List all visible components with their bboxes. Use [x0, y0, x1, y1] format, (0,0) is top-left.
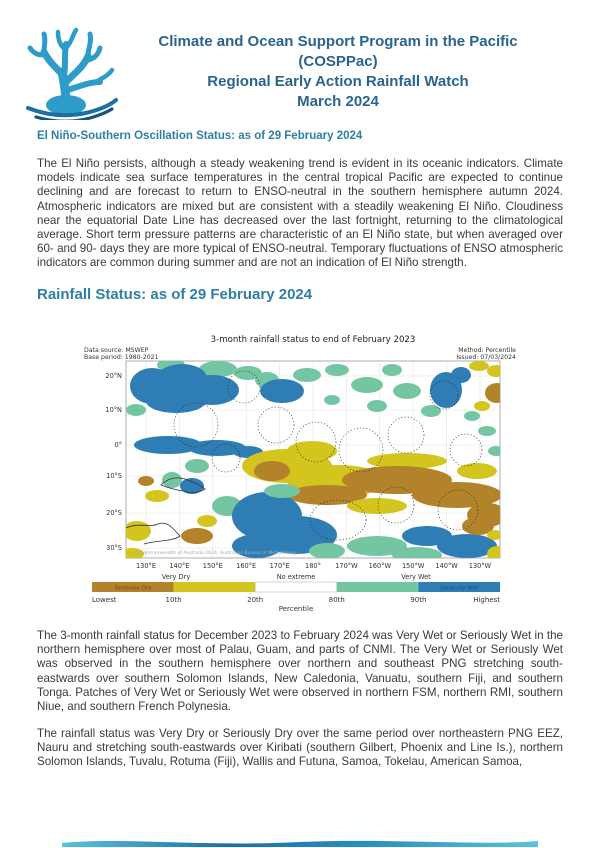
map-watermark: © Commonwealth of Australia 2024, Australian Bureau of Meteorology — [134, 551, 297, 556]
title-line-2: (COSPPac) — [298, 53, 378, 70]
lon-tick: 160°W — [368, 562, 392, 570]
legend-no-extreme-swatch — [255, 582, 337, 592]
map-method: Method: Percentile — [458, 347, 516, 354]
report-title — [112, 32, 564, 112]
title-line-3: Regional Early Action Rainfall Watch — [207, 73, 469, 90]
legend-tick-highest: Highest — [473, 596, 500, 604]
lat-tick: 30°S — [106, 544, 122, 552]
legend-no-extreme-label: No extreme — [276, 573, 316, 581]
enso-status-paragraph: The El Niño persists, although a steady weakening trend is evident in its oceanic indicators. Climate models indicate sea surface temperatures in the central tropical Pacific are expected to continue declining and are forecast to return to ENSO-neutral in the southern hemisphere autumn 2024. Atmospheric indicators are mixed but are consistent with a steadily weakening El Niño. Cloudiness near the equatorial Date Line has decreased over the last fortnight, returning to the climatological average. Short term pressure patterns are characteristic of an El Niño state, but when averaged over 60- and 90- days they are more typical of ENSO-neutral. Temporary fluctuations of ENSO atmospheric indicators are common during summer and are not an indication of El Niño strength. — [37, 157, 563, 270]
rainfall-status-map-figure — [76, 330, 524, 620]
legend-very-dry-swatch — [174, 582, 256, 592]
lon-tick: 150°E — [202, 562, 223, 570]
lon-tick: 170°W — [335, 562, 358, 570]
legend-tick-80th: 80th — [328, 596, 345, 604]
lat-tick: 10°S — [106, 472, 122, 480]
enso-status-heading: El Niño-Southern Oscillation Status: as of 29 February 2024 — [37, 130, 363, 142]
legend-very-dry-label: Very Dry — [161, 573, 191, 581]
legend-tick-lowest: Lowest — [92, 596, 117, 604]
lon-tick: 160°E — [236, 562, 257, 570]
legend-very-wet-swatch — [337, 582, 419, 592]
lon-tick: 180° — [305, 562, 321, 570]
footer-wave-bar — [62, 837, 538, 847]
cosppac-coral-logo — [14, 20, 118, 120]
lon-tick: 150°W — [401, 562, 425, 570]
title-line-1: Climate and Ocean Support Program in the Pacific — [158, 33, 518, 50]
lon-tick: 130°E — [135, 562, 157, 570]
legend-tick-20th: 20th — [247, 596, 264, 604]
map-title: 3-month rainfall status to end of February 2023 — [210, 335, 416, 345]
lon-tick: 170°E — [269, 562, 290, 570]
legend-seriously-wet-label: Seriously Wet — [439, 585, 479, 592]
lat-tick: 20°S — [106, 509, 122, 517]
lon-tick: 130°W — [468, 562, 492, 570]
legend-tick-10th: 10th — [165, 596, 182, 604]
legend-very-wet-label: Very Wet — [401, 573, 431, 581]
lat-tick: 0° — [114, 441, 122, 449]
coral-branches — [30, 30, 112, 104]
rainfall-status-heading: Rainfall Status: as of 29 February 2024 — [37, 286, 313, 303]
map-issued: Issued: 07/03/2024 — [456, 354, 516, 361]
map-legend — [92, 573, 500, 613]
report-header — [0, 20, 600, 120]
rainfall-paragraph-1: The 3-month rainfall status for December 2023 to February 2024 was Very Wet or Seriously Wet in the northern hemisphere over most of Palau, Guam, and parts of CNMI. The Very Wet or Seriously Wet was observed in the southern hemisphere over northern and southeast PNG stretching south-eastwards over southern Solomon Islands, New Caledonia, Vanuatu, southern Fiji, and southern Tonga. Patches of Very Wet or Seriously Wet were observed in northern FSM, northern RMI, southern Niue, and southern French Polynesia. — [37, 629, 563, 714]
rainfall-paragraph-2: The rainfall status was Very Dry or Seriously Dry over the same period over northeastern PNG EEZ, Nauru and stretching south-eastwards over Kiribati (southern Gilbert, Phoenix and Line Is.), northern Solomon Islands, Tuvalu, Rotuma (Fiji), Wallis and Futuna, Samoa, Tokelau, American Samoa, — [37, 727, 563, 769]
legend-tick-90th: 90th — [410, 596, 427, 604]
legend-axis-label: Percentile — [278, 605, 314, 613]
title-line-4: March 2024 — [297, 93, 379, 110]
legend-seriously-dry-label: Seriously Dry — [114, 585, 152, 592]
map-data-source: Data source: MSWEP — [84, 347, 149, 354]
map-base-period: Base period: 1980-2021 — [84, 354, 159, 361]
rainfall-map-svg — [76, 330, 524, 620]
lat-tick: 20°N — [105, 372, 122, 380]
lat-tick: 10°N — [105, 406, 122, 414]
lon-tick: 140°E — [169, 562, 190, 570]
lon-tick: 140°W — [435, 562, 458, 570]
